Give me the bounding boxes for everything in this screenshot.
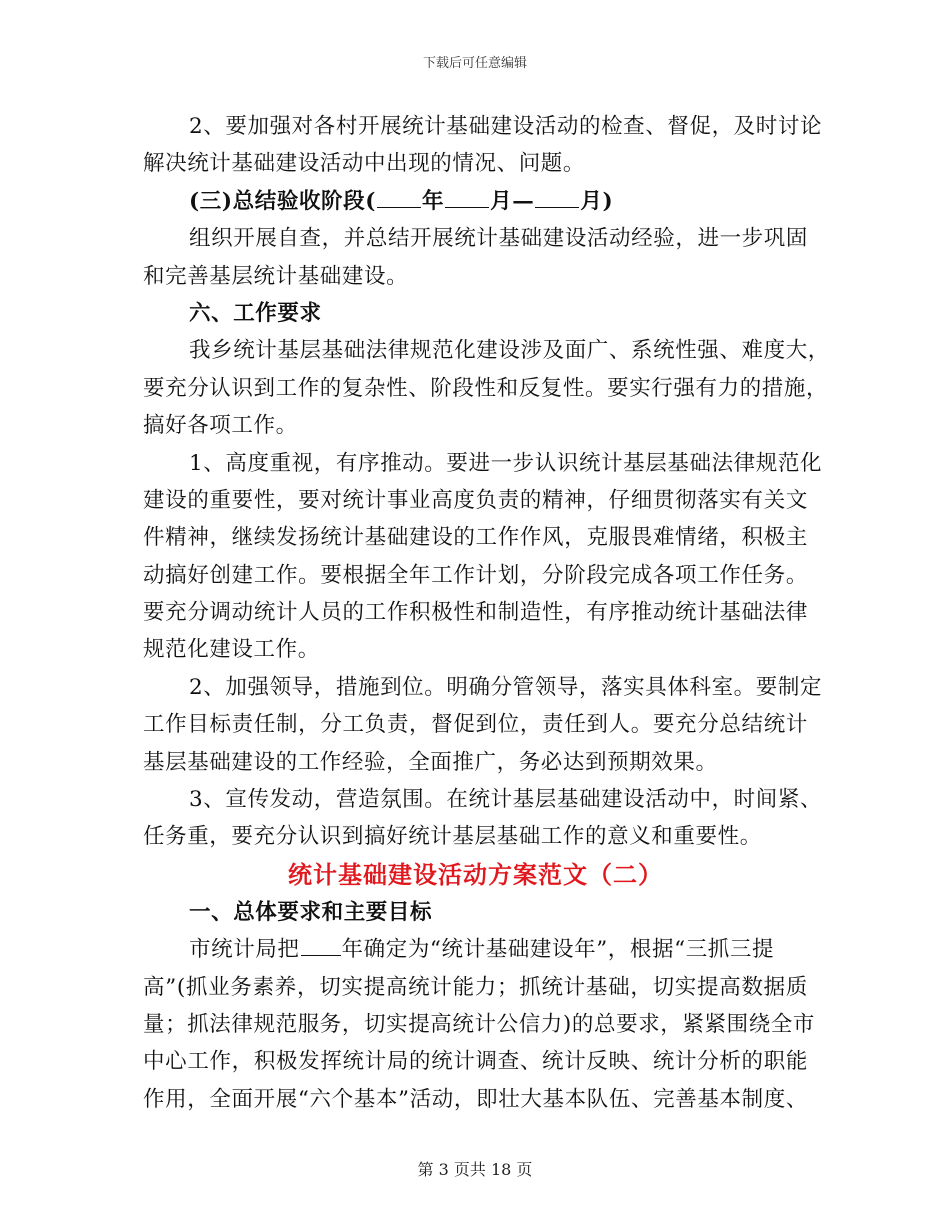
paragraph-line: 建设的重要性，要对统计事业高度负责的精神，仔细贯彻落实有关文	[143, 487, 808, 513]
page-header: 下载后可任意编辑	[422, 56, 527, 71]
paragraph-line: 2、要加强对各村开展统计基础建设活动的检查、督促，及时讨论	[189, 114, 823, 139]
paragraph-line: 基层基础建设的工作经验，全面推广，务必达到预期效果。	[143, 749, 718, 775]
paragraph-line: 搞好各项工作。	[143, 413, 298, 439]
document-body	[143, 108, 830, 1118]
blank-month-field	[535, 185, 579, 208]
paragraph-line	[143, 931, 808, 968]
paragraph-line: 量；抓法律规范服务，切实提高统计公信力)的总要求，紧紧围绕全市	[143, 1011, 815, 1037]
paragraph-line: 解决统计基础建设活动中出现的情况、问题。	[143, 151, 586, 177]
line-text: 市统计局把	[189, 937, 300, 963]
page-footer-page-number: 第 3 页共 18 页	[417, 1160, 533, 1179]
paragraph-line: 件精神，继续发扬统计基础建设的工作作风，克服畏难情绪，积极主	[143, 525, 808, 551]
paragraph-line: 工作目标责任制，分工负责，督促到位，责任到人。要充分总结统计	[143, 712, 808, 738]
paragraph-line: 3、宣传发动，营造氛围。在统计基层基础建设活动中，时间紧、	[189, 787, 823, 813]
paragraph-line: 规范化建设工作。	[143, 637, 320, 663]
blank-year-field	[377, 185, 421, 208]
blank-month-field	[445, 185, 489, 208]
document-title-red: 统计基础建设活动方案范文（二）	[288, 859, 663, 889]
heading-text: 月—	[490, 188, 535, 214]
paragraph-line: 作用，全面开展“六个基本”活动，即壮大基本队伍、完善基本制度、	[143, 1086, 808, 1112]
heading-text: 月)	[580, 188, 614, 214]
paragraph-line: 和完善基层统计基础建设。	[143, 263, 409, 289]
line-text: 年确定为“统计基础建设年”，根据“三抓三提	[341, 937, 775, 963]
paragraph-line: 我乡统计基层基础法律规范化建设涉及面广、系统性强、难度大，	[189, 338, 830, 364]
paragraph-line: 要充分认识到工作的复杂性、阶段性和反复性。要实行强有力的措施，	[143, 375, 829, 401]
paragraph-line: 高”(抓业务素养，切实提高统计能力；抓统计基础，切实提高数据质	[143, 974, 808, 1000]
heading-text: 年	[422, 188, 445, 214]
heading-text: (三)总结验收阶段(	[189, 188, 377, 214]
section-heading-summary-stage	[143, 183, 808, 220]
paragraph-line: 要充分调动统计人员的工作积极性和制造性，有序推动统计基础法律	[143, 600, 808, 626]
paragraph-line: 动搞好创建工作。要根据全年工作计划，分阶段完成各项工作任务。	[143, 562, 808, 588]
paragraph-line: 中心工作，积极发挥统计局的统计调查、统计反映、统计分析的职能	[143, 1049, 808, 1075]
paragraph-line: 组织开展自查，并总结开展统计基础建设活动经验，进一步巩固	[189, 226, 808, 252]
paragraph-line: 2、加强领导，措施到位。明确分管领导，落实具体科室。要制定	[189, 674, 823, 700]
section-heading-work-requirements: 六、工作要求	[189, 300, 322, 326]
paragraph-line: 任务重，要充分认识到搞好统计基层基础工作的意义和重要性。	[143, 824, 762, 850]
section-heading-overall-requirements: 一、总体要求和主要目标	[189, 899, 433, 925]
paragraph-line: 1、高度重视，有序推动。要进一步认识统计基层基础法律规范化	[189, 450, 823, 476]
blank-year-field	[301, 933, 341, 956]
